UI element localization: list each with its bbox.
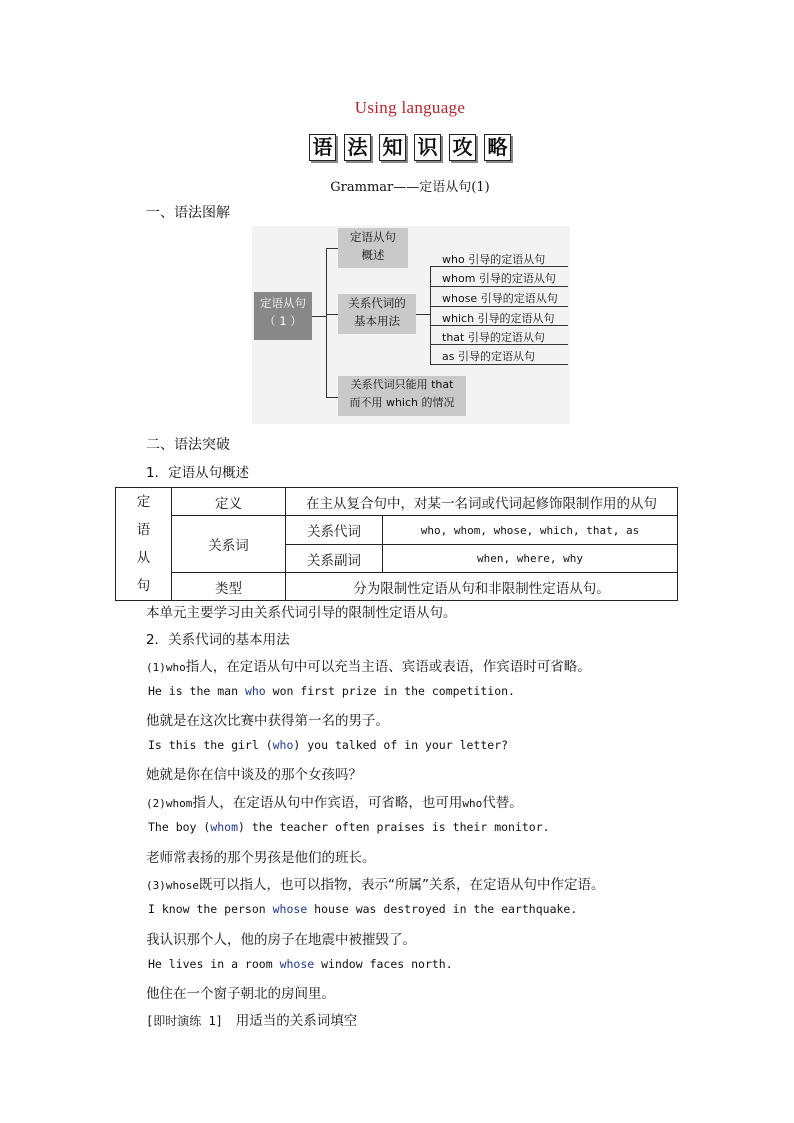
text: ) you talked of in your letter? xyxy=(293,738,509,752)
usage-who xyxy=(146,655,591,675)
diagram-branch-usage xyxy=(338,294,416,334)
branch-line: 关系代词的 xyxy=(348,296,406,310)
leaf-underline xyxy=(430,364,568,365)
pronoun-label: 关系代词 xyxy=(286,516,383,545)
banner-char: 法 xyxy=(344,134,371,161)
adverb-list: when, where, why xyxy=(383,545,678,573)
translation: 老师常表扬的那个男孩是他们的班长。 xyxy=(146,850,376,866)
diagram-root xyxy=(254,292,312,340)
leaf-underline xyxy=(430,306,568,307)
example-sentence xyxy=(148,738,508,752)
type-text: 分为限制性定语从句和非限制性定语从句。 xyxy=(286,573,678,601)
diagram-leaf: that 引导的定语从句 xyxy=(442,331,545,344)
explanation: 指人，在定语从句中可以充当主语、宾语或表语，作宾语时可省略。 xyxy=(185,659,591,675)
subheading-overview: 1．定语从句概述 xyxy=(146,465,250,481)
overview-table xyxy=(115,487,678,601)
side-char: 从 xyxy=(136,550,151,566)
example-sentence xyxy=(148,902,577,916)
text: Is this the girl ( xyxy=(148,738,273,752)
leaf-underline xyxy=(430,286,568,287)
relative-word: who xyxy=(244,684,266,698)
explanation: 代替。 xyxy=(482,795,523,811)
diagram-leaf: whose 引导的定语从句 xyxy=(442,292,558,305)
text: ) the teacher often praises is their monitor. xyxy=(238,820,550,834)
explanation: 既可以指人，也可以指物，表示“所属”关系，在定语从句中作定语。 xyxy=(198,877,605,893)
term: (3)whose xyxy=(146,879,199,892)
banner-char: 识 xyxy=(414,134,441,161)
usage-whose xyxy=(146,873,604,893)
side-char: 句 xyxy=(136,578,151,594)
banner-char: 攻 xyxy=(449,134,476,161)
leaf-underline xyxy=(430,266,568,267)
pronoun-list: who, whom, whose, which, that, as xyxy=(383,516,678,545)
relative-word: whose xyxy=(279,957,315,971)
diagram-leaf: as 引导的定语从句 xyxy=(442,350,535,363)
leaf-underline xyxy=(430,325,568,326)
connector xyxy=(326,248,327,398)
connector xyxy=(312,316,326,317)
term: (2)whom xyxy=(146,797,193,810)
type-label: 类型 xyxy=(172,573,286,601)
text: window faces north. xyxy=(314,957,453,971)
practice-heading xyxy=(146,1009,357,1029)
side-char: 语 xyxy=(136,522,151,538)
diagram-leaf: whom 引导的定语从句 xyxy=(442,272,556,285)
relative-word: whose xyxy=(272,902,308,916)
translation: 他就是在这次比赛中获得第一名的男子。 xyxy=(146,713,389,729)
branch-line: 而不用 which 的情况 xyxy=(349,396,455,409)
translation: 我认识那个人，他的房子在地震中被摧毁了。 xyxy=(146,932,416,948)
section-heading-1: 一、语法图解 xyxy=(146,205,230,221)
grammar-banner xyxy=(309,134,511,161)
banner-char: 略 xyxy=(484,134,511,161)
connector xyxy=(326,314,338,315)
diagram-leaf: which 引导的定语从句 xyxy=(442,312,555,325)
practice-tag: [即时演练 1] xyxy=(146,1014,223,1028)
diagram-branch-that-only xyxy=(338,376,466,416)
practice-text: 用适当的关系词填空 xyxy=(235,1013,358,1029)
lesson-title: Using language xyxy=(354,98,466,117)
connector xyxy=(326,248,338,249)
branch-line: 关系代词只能用 that xyxy=(350,378,454,391)
definition-label: 定义 xyxy=(172,488,286,516)
leaf-underline xyxy=(430,344,568,345)
text: won first prize in the competition. xyxy=(265,684,515,698)
grammar-diagram xyxy=(252,226,570,424)
example-sentence xyxy=(148,684,515,698)
diagram-root-line: 定语从句 xyxy=(260,296,306,310)
usage-whom xyxy=(146,791,523,811)
text: house was destroyed in the earthquake. xyxy=(307,902,578,916)
relative-word: whom xyxy=(210,820,239,834)
text: He is the man xyxy=(148,684,245,698)
example-sentence xyxy=(148,957,453,971)
relative-word: who xyxy=(272,738,294,752)
text: He lives in a room xyxy=(148,957,280,971)
explanation: 指人，在定语从句中作宾语，可省略，也可用 xyxy=(192,795,463,811)
branch-line: 定语从句 xyxy=(350,230,396,244)
diagram-leaf: who 引导的定语从句 xyxy=(442,253,546,266)
subtitle: Grammar——定语从句(1) xyxy=(330,180,490,195)
banner-char: 知 xyxy=(379,134,406,161)
term: who xyxy=(462,797,483,810)
branch-line: 概述 xyxy=(361,248,385,262)
diagram-root-line: （ 1 ） xyxy=(264,314,302,328)
connector xyxy=(416,314,430,315)
translation: 她就是你在信中谈及的那个女孩吗？ xyxy=(146,767,362,783)
table-side-label xyxy=(116,488,172,601)
example-sentence xyxy=(148,820,550,834)
text: I know the person xyxy=(148,902,273,916)
translation: 他住在一个窗子朝北的房间里。 xyxy=(146,986,335,1002)
banner-char: 语 xyxy=(309,134,336,161)
connector xyxy=(326,397,338,398)
branch-line: 基本用法 xyxy=(354,314,400,328)
connector xyxy=(430,266,431,364)
definition-text: 在主从复合句中，对某一名词或代词起修饰限制作用的从句 xyxy=(286,488,678,516)
adverb-label: 关系副词 xyxy=(286,545,383,573)
side-char: 定 xyxy=(136,494,151,510)
text: The boy ( xyxy=(148,820,211,834)
relative-label: 关系词 xyxy=(172,516,286,573)
term: (1)who xyxy=(146,661,186,674)
subheading-usage: 2．关系代词的基本用法 xyxy=(146,632,290,648)
section-heading-2: 二、语法突破 xyxy=(146,437,230,453)
note: 本单元主要学习由关系代词引导的限制性定语从句。 xyxy=(146,605,457,621)
diagram-branch-overview xyxy=(338,228,408,268)
